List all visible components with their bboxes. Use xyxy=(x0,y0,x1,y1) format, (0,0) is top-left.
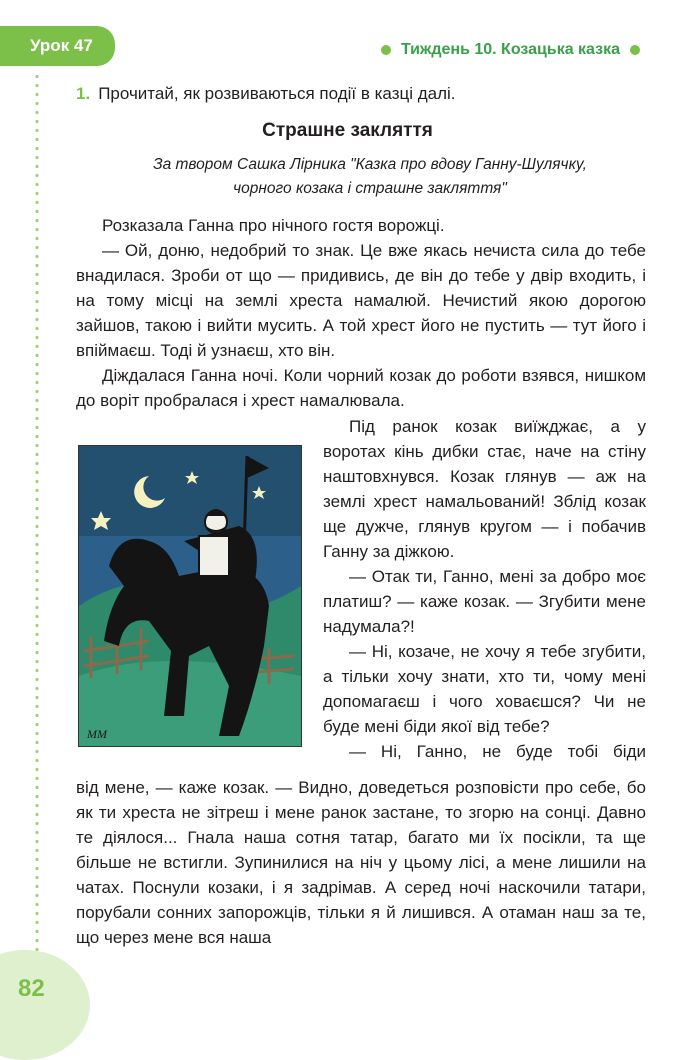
source-line: чорного козака і страшне закляття" xyxy=(233,180,507,197)
task-instruction xyxy=(76,84,456,104)
page-corner-decoration xyxy=(0,950,90,1060)
paragraph: — Ой, доню, недобрий то знак. Це вже якась нечиста сила до тебе внадилася. Зроби от що — придивись, де він до тебе у двір входить, і на тому місці на землі хреста намалюй. Нечистий якою дорогою зайшов, такою і вийти мусить. А той хрест його не пустить — тут його і впіймаєш. Тоді й узнаєш, хто він. xyxy=(76,241,646,360)
illustrator-signature: ММ xyxy=(87,727,107,741)
cossack-horse-image xyxy=(79,446,301,746)
bullet-dot-icon xyxy=(630,45,640,55)
paragraph: Розказала Ганна про нічного гостя ворожці. xyxy=(102,216,445,235)
paragraph: — Ні, Ганно, не буде тобі біди xyxy=(349,742,646,761)
story-title: Страшне закляття xyxy=(262,120,433,141)
paragraph: Діждалася Ганна ночі. Коли чорний козак до роботи взявся, нишком до воріт пробралася і хрест намалювала. xyxy=(76,366,646,410)
paragraph: від мене, — каже козак. — Видно, доведеться розповісти про себе, бо як ти хреста не зітреш і мене ранок застане, то згорю на сонці. Давно те діялося... Гнала наша сотня татар, багато ми їх посікли, та ще більше не встигли. Зупинилися на ніч у цьому лісі, а мене лишили на чатах. Поснули козаки, і я задрімав. А серед ночі наскочили татари, порубали сонних запорожців, тільки я й лишився. А отаман наш за те, що через мене вся наша xyxy=(76,778,646,947)
illustration-cossack-on-horse xyxy=(78,445,302,747)
source-line: За твором Сашка Лірника "Казка про вдову Ганну-Шулячку, xyxy=(153,156,587,173)
story-text-top xyxy=(76,213,646,413)
task-text: Прочитай, як розвиваються події в казці далі. xyxy=(98,84,456,103)
lesson-badge xyxy=(0,26,115,66)
paragraph: — Ні, козаче, не хочу я тебе згубити, а тільки хочу знати, хто ти, чому мені допомагаєш і чого ховаєшся? Чи не буде мені біди якої від тебе? xyxy=(323,642,646,736)
page-number: 82 xyxy=(18,975,45,1002)
week-title: Тиждень 10. Козацька казка xyxy=(401,41,620,58)
paragraph: — Отак ти, Ганно, мені за добро моє платиш? — каже козак. — Згубити мене надумала?! xyxy=(323,567,646,636)
story-text-right xyxy=(323,414,646,764)
task-number: 1. xyxy=(76,84,91,103)
story-source xyxy=(100,153,640,201)
bullet-dot-icon xyxy=(381,45,391,55)
paragraph: Під ранок козак виїжджає, а у воротах кінь дибки стає, наче на стіну наштовхнувся. Козак глянув — аж на землі хрест намальований! Зблід козак ще дужче, глянув кругом — і побачив Ганну за діжкою. xyxy=(323,417,646,561)
story-text-bottom xyxy=(76,775,646,950)
decorative-dot-column xyxy=(34,72,40,952)
lesson-label: Урок 47 xyxy=(30,36,93,55)
week-header xyxy=(381,36,640,64)
